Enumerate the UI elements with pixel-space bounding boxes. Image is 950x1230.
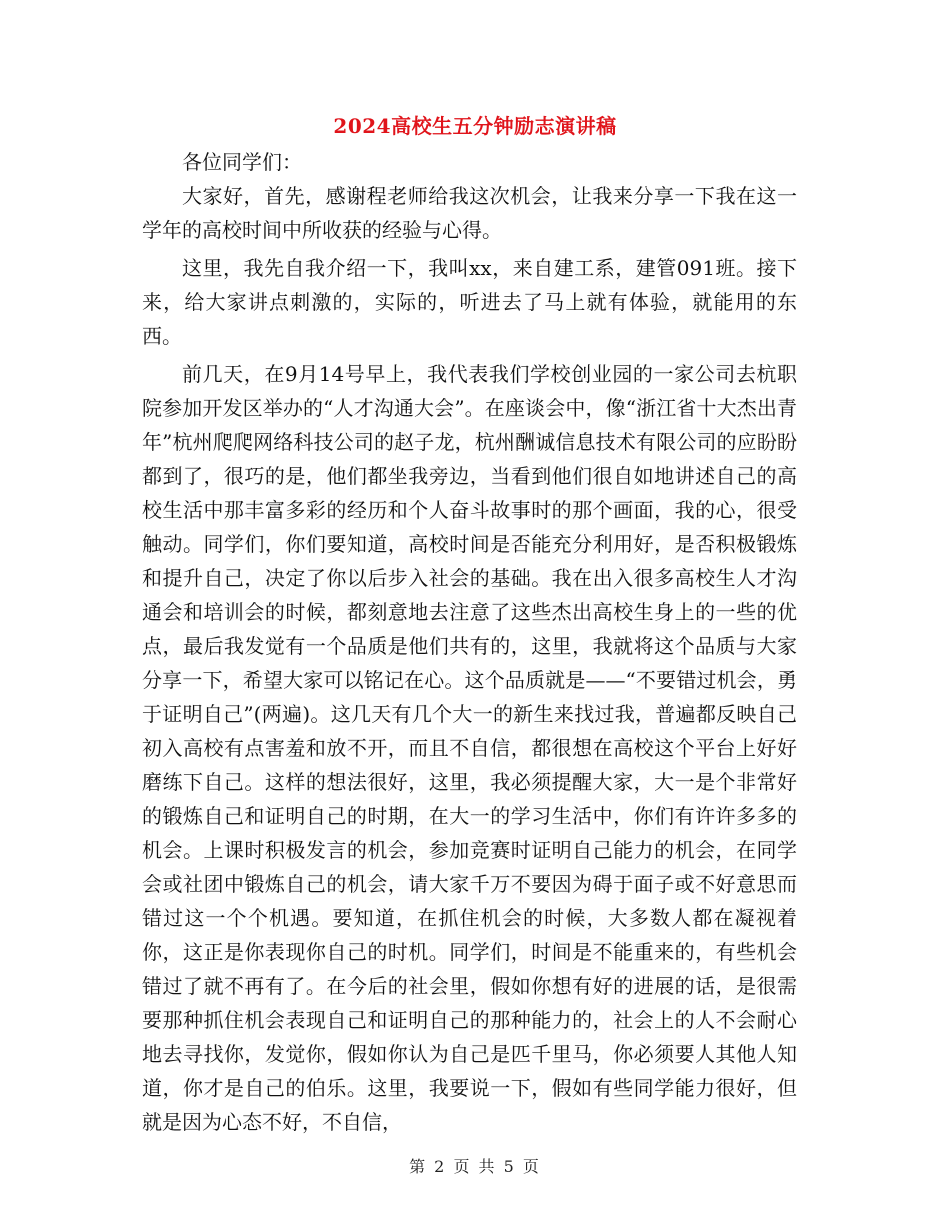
paragraph-greeting: 各位同学们： — [182, 150, 302, 174]
document-title: 2024高校生五分钟励志演讲稿 — [333, 114, 617, 138]
paragraph-opening: 大家好，首先，感谢程老师给我这次机会，让我来分享一下我在这一学年的高校时间中所收获的经验与心得。 — [142, 184, 797, 242]
paragraph-introduction: 这里，我先自我介绍一下，我叫xx，来自建工系，建管091班。接下来，给大家讲点刺激的，实际的，听进去了马上就有体验，就能用的东西。 — [142, 256, 797, 348]
paragraph-main: 前几天，在9月14号早上，我代表我们学校创业园的一家公司去杭职院参加开发区举办的“人才沟通大会”。在座谈会中，像“浙江省十大杰出青年”杭州爬爬网络科技公司的赵子龙，杭州酬诚信息技术有限公司的应盼盼都到了，很巧的是，他们都坐我旁边，当看到他们很自如地讲述自己的高校生活中那丰富多彩的经历和个人奋斗故事时的那个画面，我的心，很受触动。同学们，你们要知道，高校时间是否能充分利用好，是否积极锻炼和提升自己，决定了你以后步入社会的基础。我在出入很多高校生人才沟通会和培训会的时候，都刻意地去注意了这些杰出高校生身上的一些的优点，最后我发觉有一个品质是他们共有的，这里，我就将这个品质与大家分享一下，希望大家可以铭记在心。这个品质就是——“不要错过机会，勇于证明自己”(两遍)。这几天有几个大一的新生来找过我，普遍都反映自己初入高校有点害羞和放不开，而且不自信，都很想在高校这个平台上好好磨练下自己。这样的想法很好，这里，我必须提醒大家，大一是个非常好的锻炼自己和证明自己的时期，在大一的学习生活中，你们有许许多多的机会。上课时积极发言的机会，参加竞赛时证明自己能力的机会，在同学会或社团中锻炼自己的机会，请大家千万不要因为碍于面子或不好意思而错过这一个个机遇。要知道，在抓住机会的时候，大多数人都在凝视着你，这正是你表现你自己的时机。同学们，时间是不能重来的，有些机会错过了就不再有了。在今后的社会里，假如你想有好的进展的话，是很需要那种抓住机会表现自己和证明自己的那种能力的，社会上的人不会耐心地去寻找你，发觉你，假如你认为自己是匹千里马，你必须要人其他人知道，你才是自己的伯乐。这里，我要说一下，假如有些同学能力很好，但就是因为心态不好，不自信， — [142, 362, 797, 1134]
document-body — [142, 145, 797, 1139]
page-number-footer: 第 2 页 共 5 页 — [409, 1157, 541, 1176]
